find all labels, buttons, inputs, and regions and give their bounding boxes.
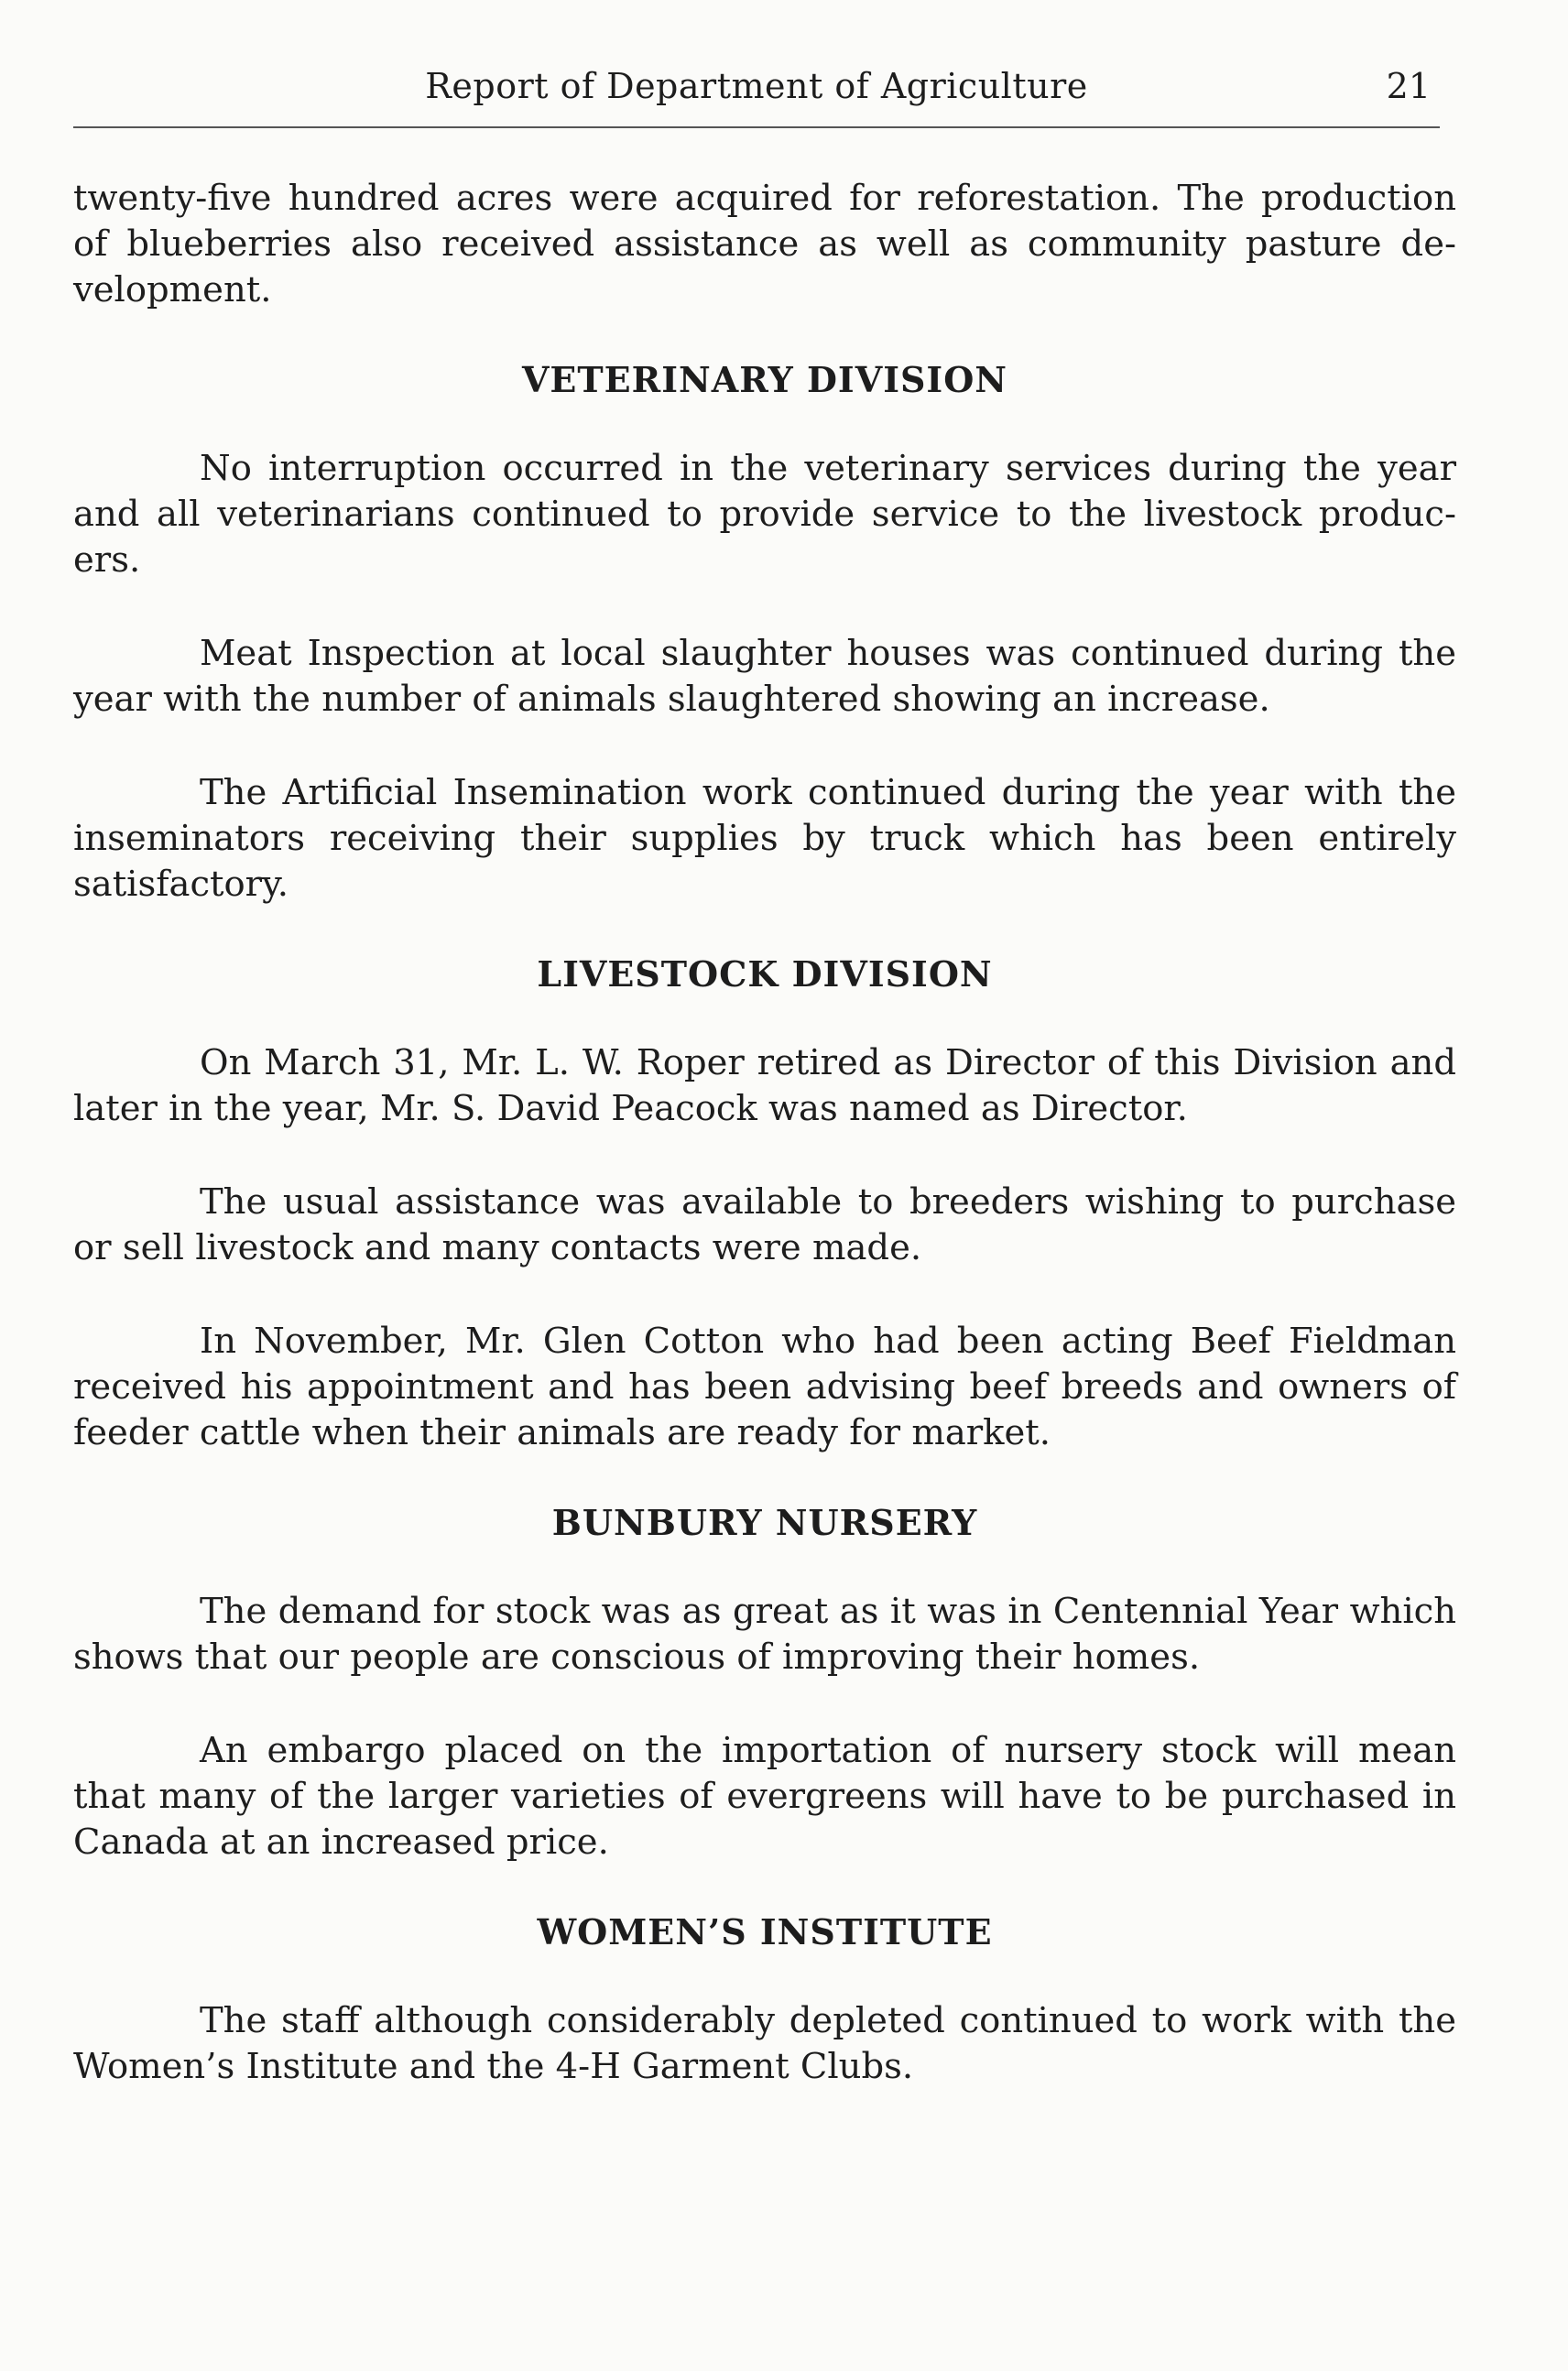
womens-institute-paragraph-1: The staff although considerably depleted continued to work with the Women’s Institute and the 4-H Garment Clubs. <box>73 2000 1456 2087</box>
veterinary-paragraph-3: The Artificial Insemination work continued during the year with the inseminators receiving their supplies by truck which has been entirely satisfactory. <box>73 772 1456 905</box>
livestock-paragraph-1: On March 31, Mr. L. W. Roper retired as Director of this Division and later in the year, Mr. S. David Peacock was named as Director. <box>73 1042 1456 1129</box>
veterinary-paragraph-1: No interruption occurred in the veterinary services during the year and all veterinarians continued to provide service to the livestock produc-ers. <box>73 448 1456 581</box>
livestock-paragraph-2: The usual assistance was available to breeders wishing to purchase or sell livestock and many contacts were made. <box>73 1181 1456 1268</box>
veterinary-paragraph-2: Meat Inspection at local slaughter houses was continued during the year with the number of animals slaughtered showing an increase. <box>73 633 1456 720</box>
bunbury-nursery-heading: BUNBURY NURSERY <box>551 1502 978 1543</box>
livestock-paragraph-3: In November, Mr. Glen Cotton who had been acting Beef Fieldman received his appointment and has been advising beef breeds and owners of feeder cattle when their animals are ready for market. <box>73 1321 1456 1453</box>
bunbury-paragraph-1: The demand for stock was as great as it was in Centennial Year which shows that our people are conscious of improving their homes. <box>73 1591 1456 1678</box>
page-header <box>73 66 1440 121</box>
running-head: Report of Department of Agriculture <box>425 66 1088 106</box>
body-text <box>73 176 1456 2090</box>
header-rule <box>73 126 1440 128</box>
page-number: 21 <box>1386 66 1431 106</box>
bunbury-paragraph-2: An embargo placed on the importation of nursery stock will mean that many of the larger varieties of evergreens will have to be purchased in Canada at an increased price. <box>73 1730 1456 1863</box>
veterinary-division-heading: VETERINARY DIVISION <box>521 359 1008 400</box>
womens-institute-heading: WOMEN’S INSTITUTE <box>537 1911 993 1952</box>
intro-paragraph: twenty-five hundred acres were acquired for reforestation. The production of blueberries also received assistance as well as community pasture de-velopment. <box>73 178 1456 310</box>
livestock-division-heading: LIVESTOCK DIVISION <box>537 953 993 995</box>
